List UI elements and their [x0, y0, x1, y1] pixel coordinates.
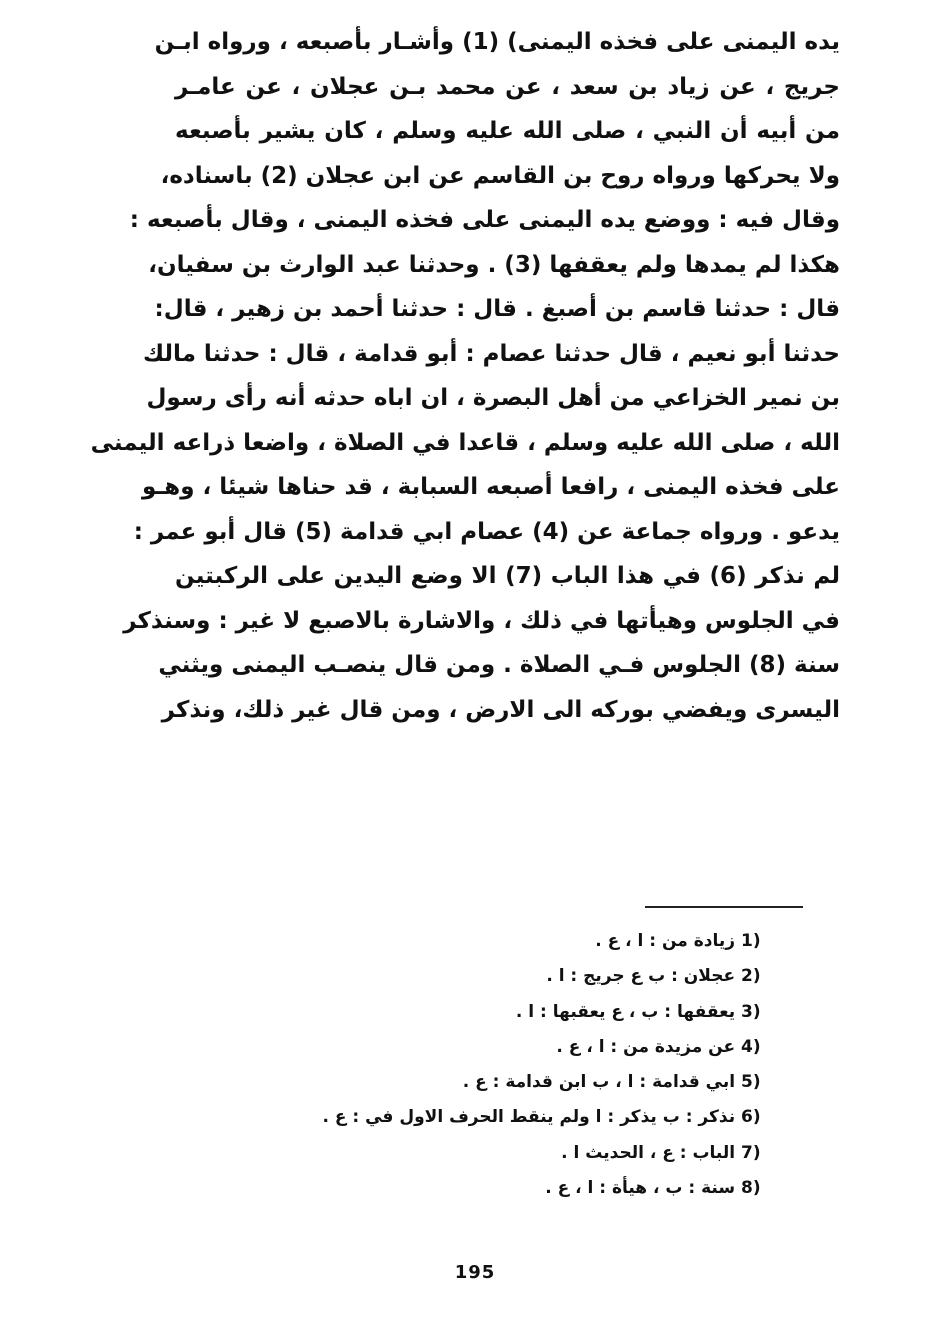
footnote-text: ابي قدامة : ا ، ب ابن قدامة : ع . [462, 1072, 736, 1093]
text-line: جريج ، عن زياد بن سعد ، عن محمد بـن عجلان ، عن عامـر [175, 73, 840, 100]
footnote-number: 1) [741, 931, 761, 951]
footnote-text: عجلان : ب ع جريج : ا . [546, 966, 736, 987]
footnote-number: 8) [741, 1178, 761, 1199]
footnote-item [150, 1171, 767, 1206]
text-line: وقال فيه : ووضع يده اليمنى على فخذه اليمنى ، وقال بأصبعه : [129, 207, 840, 233]
footnote-divider [645, 906, 803, 908]
text-line: يده اليمنى على فخذه اليمنى) (1) وأشـار بأصبعه ، ورواه ابـن [154, 29, 840, 55]
footnote-number: 5) [741, 1072, 761, 1093]
footnote-text: زيادة من : ا ، ع . [595, 931, 736, 951]
text-line: ولا يحركها ورواه روح بن القاسم عن ابن عجلان (2) باسناده، [160, 162, 840, 189]
text-line: لم نذكر (6) في هذا الباب (7) الا وضع اليدين على الركبتين [175, 563, 840, 589]
footnote-item [150, 1030, 767, 1065]
text-line: على فخذه اليمنى ، رافعا أصبعه السبابة ، قد حناها شيئا ، وهـو [141, 474, 840, 500]
footnote-number: 2) [741, 966, 761, 987]
footnote-item [150, 1065, 767, 1100]
footnote-item [150, 995, 767, 1030]
footnote-item [150, 924, 767, 959]
text-line: قال : حدثنا قاسم بن أصبغ . قال : حدثنا أحمد بن زهير ، قال: [154, 296, 840, 322]
footnote-item [150, 1136, 767, 1171]
text-line: في الجلوس وهيأتها في ذلك ، والاشارة بالاصبع لا غير : وسنذكر [123, 607, 840, 634]
text-line: الله ، صلى الله عليه وسلم ، قاعدا في الصلاة ، واضعا ذراعه اليمنى [90, 429, 840, 456]
footnote-text: سنة : ب ، هيأة : ا ، ع . [545, 1178, 736, 1199]
footnote-item [150, 1100, 767, 1135]
text-line: من أبيه أن النبي ، صلى الله عليه وسلم ، كان يشير بأصبعه [175, 118, 840, 144]
footnote-text: نذكر : ب يذكر : ا ولم ينقط الحرف الاول في : ع . [322, 1107, 736, 1128]
main-text-block [90, 20, 840, 732]
text-line: حدثنا أبو نعيم ، قال حدثنا عصام : أبو قدامة ، قال : حدثنا مالك [143, 340, 840, 367]
text-line: سنة (8) الجلوس فـي الصلاة . ومن قال ينصـب اليمنى ويثني [158, 652, 840, 678]
footnote-item [150, 959, 767, 994]
footnote-number: 6) [741, 1107, 761, 1128]
footnotes-block [150, 924, 767, 1206]
footnote-number: 7) [741, 1142, 761, 1163]
page-number: 195 [454, 1262, 496, 1283]
footnote-text: يعقفها : ب ، ع يعقبها : ا . [515, 1001, 736, 1022]
text-line: يدعو . ورواه جماعة عن (4) عصام ابي قدامة (5) قال أبو عمر : [133, 518, 840, 545]
footnote-number: 4) [741, 1036, 761, 1057]
footnote-number: 3) [741, 1001, 761, 1022]
footnote-text: الباب : ع ، الحديث ا . [561, 1142, 736, 1163]
text-line: هكذا لم يمدها ولم يعقفها (3) . وحدثنا عبد الوارث بن سفيان، [148, 251, 840, 278]
text-line: اليسرى ويفضي بوركه الى الارض ، ومن قال غير ذلك، ونذكر [161, 696, 840, 723]
text-line: بن نمير الخزاعي من أهل البصرة ، ان اباه حدثه أنه رأى رسول [146, 385, 840, 411]
footnote-text: عن مزيدة من : ا ، ع . [556, 1036, 736, 1057]
